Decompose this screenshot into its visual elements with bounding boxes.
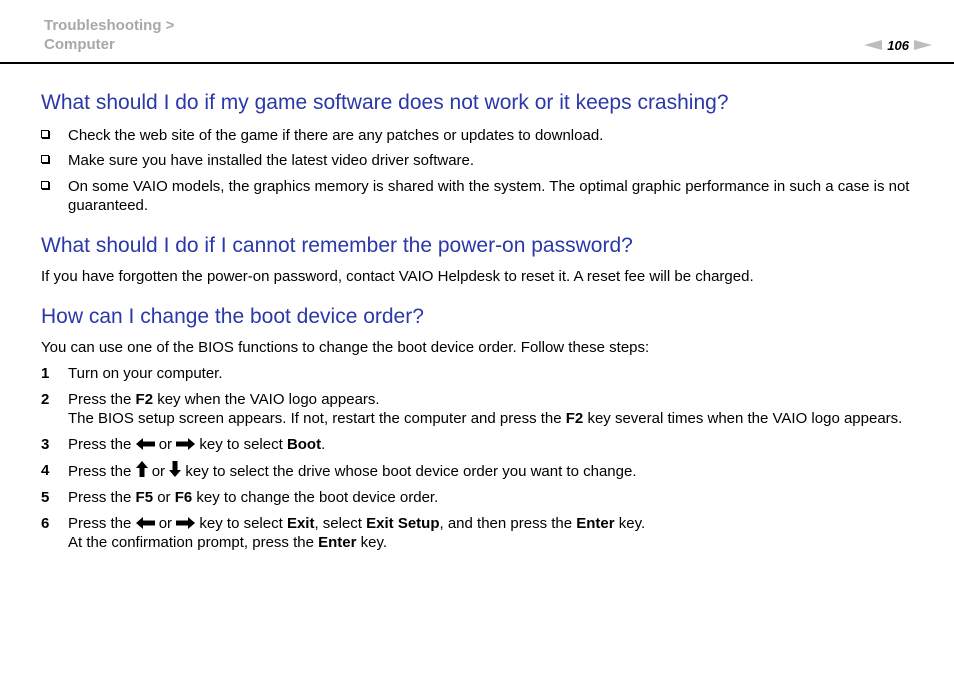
step-item: 2 Press the F2 key when the VAIO logo appears. The BIOS setup screen appears. If not, restart the computer and press the F2 key several times when the VAIO logo appears. (41, 391, 903, 427)
previous-page-icon[interactable] (864, 40, 882, 50)
left-arrow-icon (136, 438, 155, 450)
right-arrow-icon (176, 438, 195, 450)
list-item: On some VAIO models, the graphics memory is shared with the system. The optimal graphic performance in such a case is not guaranteed. (41, 177, 921, 215)
game-crash-checklist (41, 126, 921, 215)
key-name: Enter (318, 534, 357, 551)
section-title-game-crash: What should I do if my game software does not work or it keeps crashing? (41, 91, 729, 114)
section-title-boot-order: How can I change the boot device order? (41, 305, 424, 328)
boot-order-intro: You can use one of the BIOS functions to change the boot device order. Follow these steps: (41, 339, 650, 356)
step-item: 4 Press the or key to select the drive whose boot device order you want to change. (41, 462, 637, 480)
header-divider (0, 62, 954, 64)
menu-name: Exit Setup (366, 515, 440, 532)
section-title-password: What should I do if I cannot remember the power-on password? (41, 234, 633, 257)
list-item: Make sure you have installed the latest video driver software. (41, 151, 921, 170)
down-arrow-icon (169, 461, 181, 477)
password-paragraph: If you have forgotten the power-on password, contact VAIO Helpdesk to reset it. A reset fee will be charged. (41, 268, 754, 285)
right-arrow-icon (176, 517, 195, 529)
menu-name: Boot (286, 436, 322, 453)
up-arrow-icon (136, 461, 148, 477)
breadcrumb-current: Computer (44, 36, 115, 53)
left-arrow-icon (136, 517, 155, 529)
key-name: F2 (135, 391, 154, 408)
key-name: Enter (576, 515, 615, 532)
step-item: 6 Press the or key to select Exit, select Exit Setup, and then press the Enter key. At the confirmation prompt, press the Enter key. (41, 515, 646, 551)
key-name: F6 (174, 489, 193, 506)
page-content (41, 90, 921, 552)
step-number: 5 (41, 489, 50, 506)
step-number: 3 (41, 436, 50, 453)
checkbox-bullet-icon (41, 181, 49, 189)
key-name: F5 (135, 489, 154, 506)
step-item: 1 Turn on your computer. (41, 365, 223, 382)
checkbox-bullet-icon (41, 155, 49, 163)
step-number: 2 (41, 391, 50, 408)
step-item: 3 Press the or key to select Boot. (41, 436, 326, 453)
step-number: 4 (41, 462, 50, 479)
step-number: 6 (41, 515, 50, 532)
next-page-icon[interactable] (914, 40, 932, 50)
step-number: 1 (41, 365, 50, 382)
key-name: F2 (565, 410, 584, 427)
page-navigator (864, 36, 932, 54)
page-number: 106 (887, 37, 909, 53)
list-item: Check the web site of the game if there are any patches or updates to download. (41, 126, 921, 145)
breadcrumb-parent[interactable]: Troubleshooting > (44, 17, 175, 34)
step-item: 5 Press the F5 or F6 key to change the boot device order. (41, 489, 439, 506)
menu-name: Exit (286, 515, 315, 532)
breadcrumb (44, 16, 174, 54)
boot-order-steps (41, 364, 921, 552)
checkbox-bullet-icon (41, 130, 49, 138)
